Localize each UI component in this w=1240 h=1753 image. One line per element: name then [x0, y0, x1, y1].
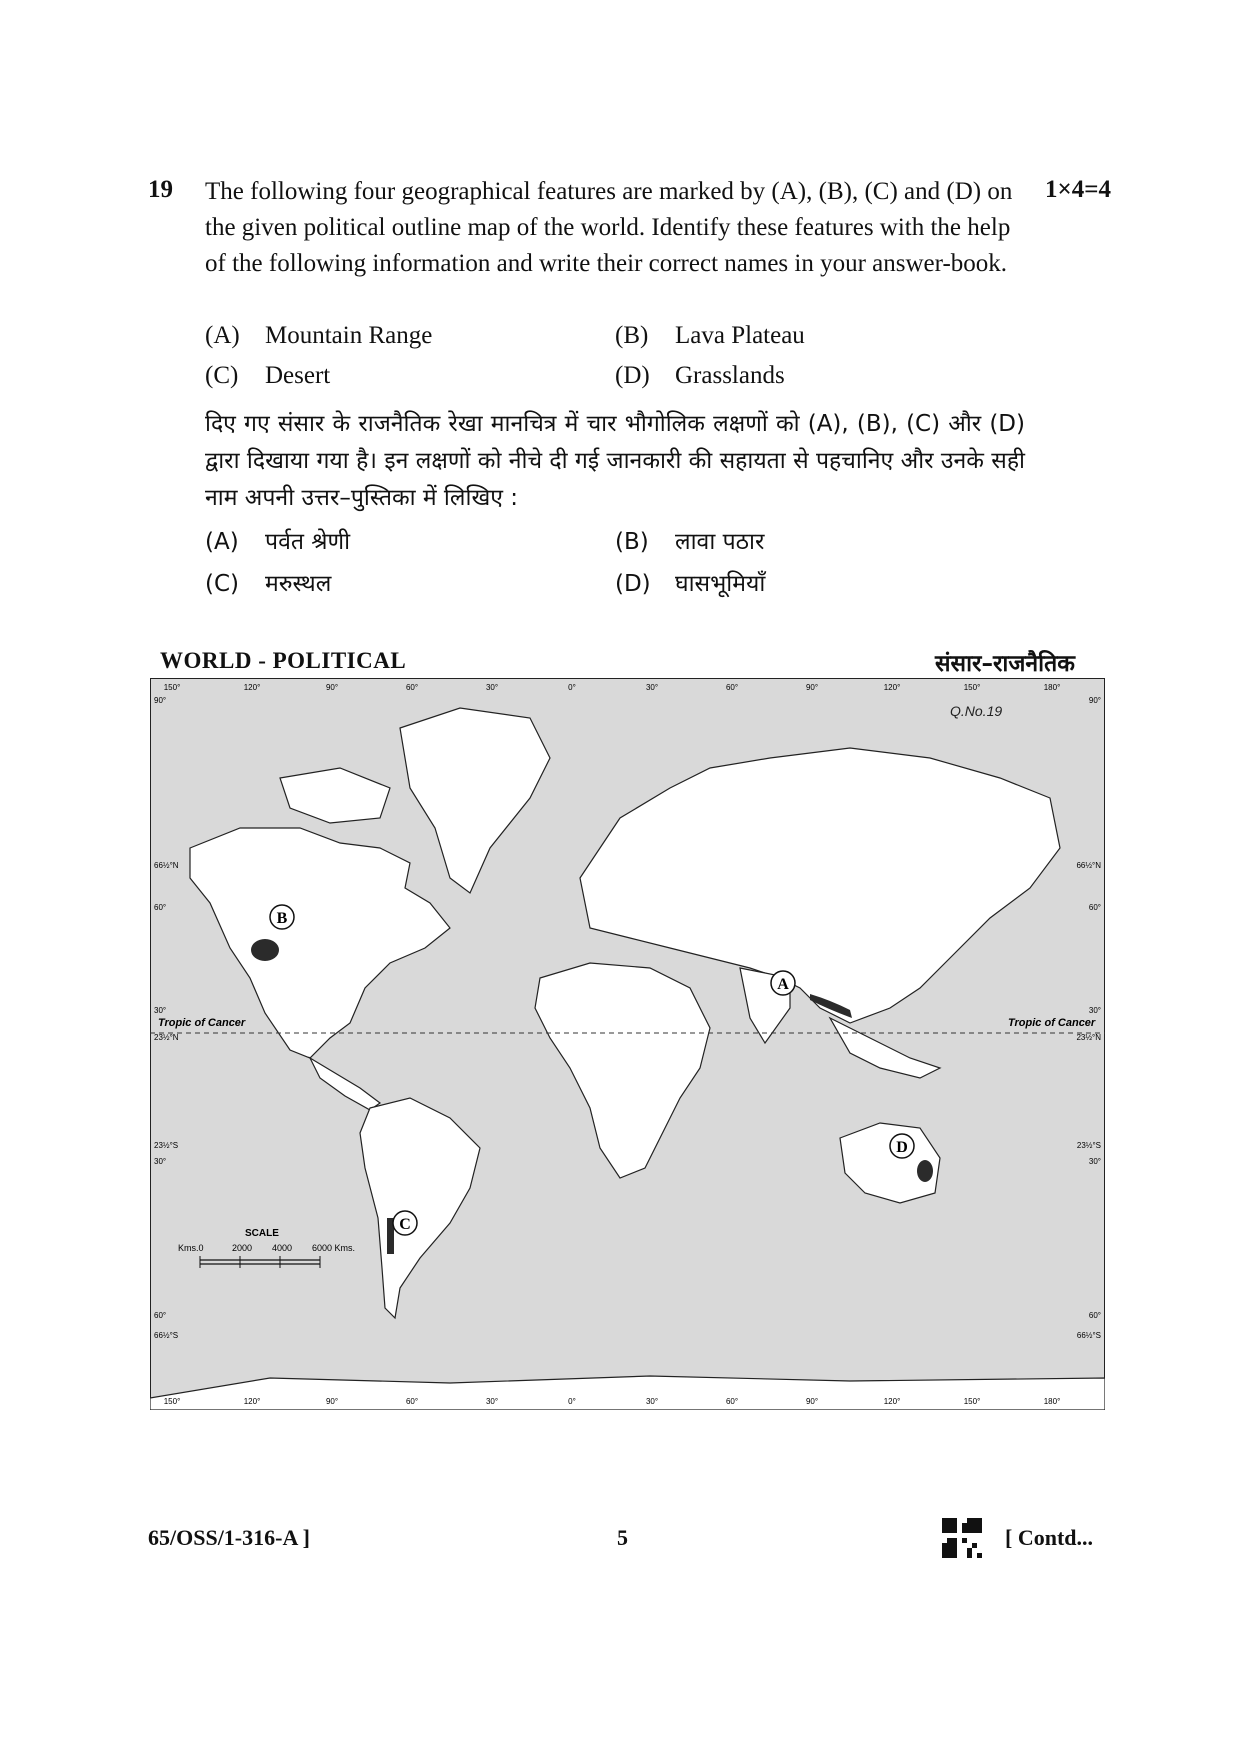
graticule-label: 180° — [1043, 1397, 1061, 1406]
option-text: Lava Plateau — [675, 322, 805, 349]
svg-text:D: D — [896, 1139, 908, 1156]
graticule-label: 23½°S — [154, 1141, 179, 1150]
graticule-label: 30° — [154, 1157, 167, 1166]
svg-text:C: C — [399, 1216, 411, 1233]
marker-b — [270, 905, 294, 929]
graticule-label: 150° — [963, 1397, 981, 1406]
graticule-label: 23½°S — [1076, 1141, 1101, 1150]
graticule-label: 23½°N — [1076, 1033, 1101, 1042]
option-row-en-2 — [205, 362, 785, 390]
graticule-label: 60° — [725, 1397, 739, 1406]
option-text: लावा पठार — [675, 529, 765, 555]
option-letter: (D) — [615, 571, 651, 597]
svg-text:Kms.0: Kms.0 — [178, 1243, 204, 1253]
world-political-map — [150, 678, 1105, 1410]
option-row-hi-2 — [205, 566, 765, 598]
question-text-hindi: दिए गए संसार के राजनैतिक रेखा मानचित्र में चार भौगोलिक लक्षणों को (A), (B), (C) और (D) द्वारा दिखाया गया है। इन लक्षणों को नीचे दी गई जानकारी की सहायता से पहचानिए और उनके सही नाम अपनी उत्तर–पुस्तिका में लिखिए : — [205, 411, 1025, 511]
question-number: 19 — [148, 176, 173, 203]
marker-c — [393, 1211, 417, 1235]
contd-label: [ Contd... — [1005, 1525, 1094, 1550]
graticule-label: 23½°N — [154, 1033, 179, 1042]
option-letter: (C) — [205, 362, 239, 389]
option-letter: (A) — [205, 529, 239, 555]
graticule-label: 120° — [883, 1397, 901, 1406]
graticule-label: 60° — [405, 1397, 419, 1406]
graticule-label: 150° — [163, 683, 181, 692]
marker-d — [890, 1134, 914, 1158]
question-marks: 1×4=4 — [1045, 176, 1111, 203]
handwritten-note: Q.No.19 — [950, 703, 1003, 719]
map-title-hindi: संसार–राजनैतिक — [935, 651, 1075, 677]
option-letter: (B) — [615, 529, 649, 555]
svg-text:6000 Kms.: 6000 Kms. — [312, 1243, 356, 1253]
svg-text:B: B — [276, 910, 288, 927]
graticule-label: 30° — [645, 1397, 659, 1406]
graticule-label: 90° — [805, 683, 819, 692]
graticule-label: 60° — [725, 683, 739, 692]
marker-a — [771, 971, 795, 995]
option-row-hi-1 — [205, 524, 764, 556]
graticule-label: 0° — [568, 1397, 576, 1406]
option-text: घासभूमियाँ — [675, 571, 766, 597]
graticule-label: 30° — [645, 683, 659, 692]
graticule-label: 120° — [883, 683, 901, 692]
graticule-label: 60° — [1088, 1311, 1101, 1320]
graticule-label: 66½°N — [1076, 861, 1101, 870]
graticule-label: 66½°S — [1076, 1331, 1101, 1340]
graticule-label: 150° — [963, 683, 981, 692]
map-title-english: WORLD - POLITICAL — [160, 648, 407, 673]
graticule-label: 90° — [1088, 696, 1101, 705]
graticule-label: 180° — [1043, 683, 1061, 692]
feature-b-shading — [251, 939, 279, 961]
antarctica — [150, 1376, 1105, 1410]
option-letter: (D) — [615, 362, 650, 389]
option-letter: (C) — [205, 571, 240, 597]
option-letter: (B) — [615, 322, 649, 349]
option-row-en-1 — [205, 322, 805, 350]
graticule-label: 90° — [154, 696, 167, 705]
graticule-label: 120° — [243, 1397, 261, 1406]
tropic-label-right: Tropic of Cancer — [1008, 1017, 1096, 1029]
svg-text:A: A — [777, 976, 789, 993]
graticule-label: 30° — [154, 1006, 167, 1015]
svg-text:4000: 4000 — [272, 1243, 293, 1253]
graticule-label: 30° — [1088, 1157, 1101, 1166]
graticule-label: 30° — [485, 1397, 499, 1406]
svg-text:SCALE: SCALE — [245, 1228, 279, 1239]
graticule-label: 30° — [1088, 1006, 1101, 1015]
graticule-label: 60° — [405, 683, 419, 692]
graticule-label: 120° — [243, 683, 261, 692]
graticule-label: 66½°S — [154, 1331, 179, 1340]
graticule-label: 30° — [485, 683, 499, 692]
graticule-label: 60° — [154, 903, 167, 912]
option-text: Desert — [265, 362, 331, 389]
option-text: Grasslands — [675, 362, 785, 389]
option-text: Mountain Range — [265, 322, 433, 349]
graticule-label: 60° — [1088, 903, 1101, 912]
graticule-label: 60° — [154, 1311, 167, 1320]
feature-d-shading — [917, 1160, 933, 1182]
graticule-label: 150° — [163, 1397, 181, 1406]
graticule-label: 66½°N — [154, 861, 179, 870]
graticule-label: 90° — [805, 1397, 819, 1406]
option-letter: (A) — [205, 322, 240, 349]
graticule-label: 90° — [325, 1397, 339, 1406]
option-text: पर्वत श्रेणी — [265, 529, 351, 555]
qr-code-icon — [942, 1518, 982, 1558]
tropic-label-left: Tropic of Cancer — [158, 1017, 246, 1029]
page-number: 5 — [617, 1525, 628, 1550]
question-text-english: The following four geographical features are marked by (A), (B), (C) and (D) on the given political outline map of the world. Identify these features with the help of the following information and write their correct names in your answer-book. — [205, 178, 1013, 277]
option-text: मरुस्थल — [265, 571, 332, 597]
graticule-label: 90° — [325, 683, 339, 692]
graticule-label: 0° — [568, 683, 576, 692]
footer-code: 65/OSS/1-316-A ] — [148, 1525, 310, 1550]
svg-text:2000: 2000 — [232, 1243, 253, 1253]
